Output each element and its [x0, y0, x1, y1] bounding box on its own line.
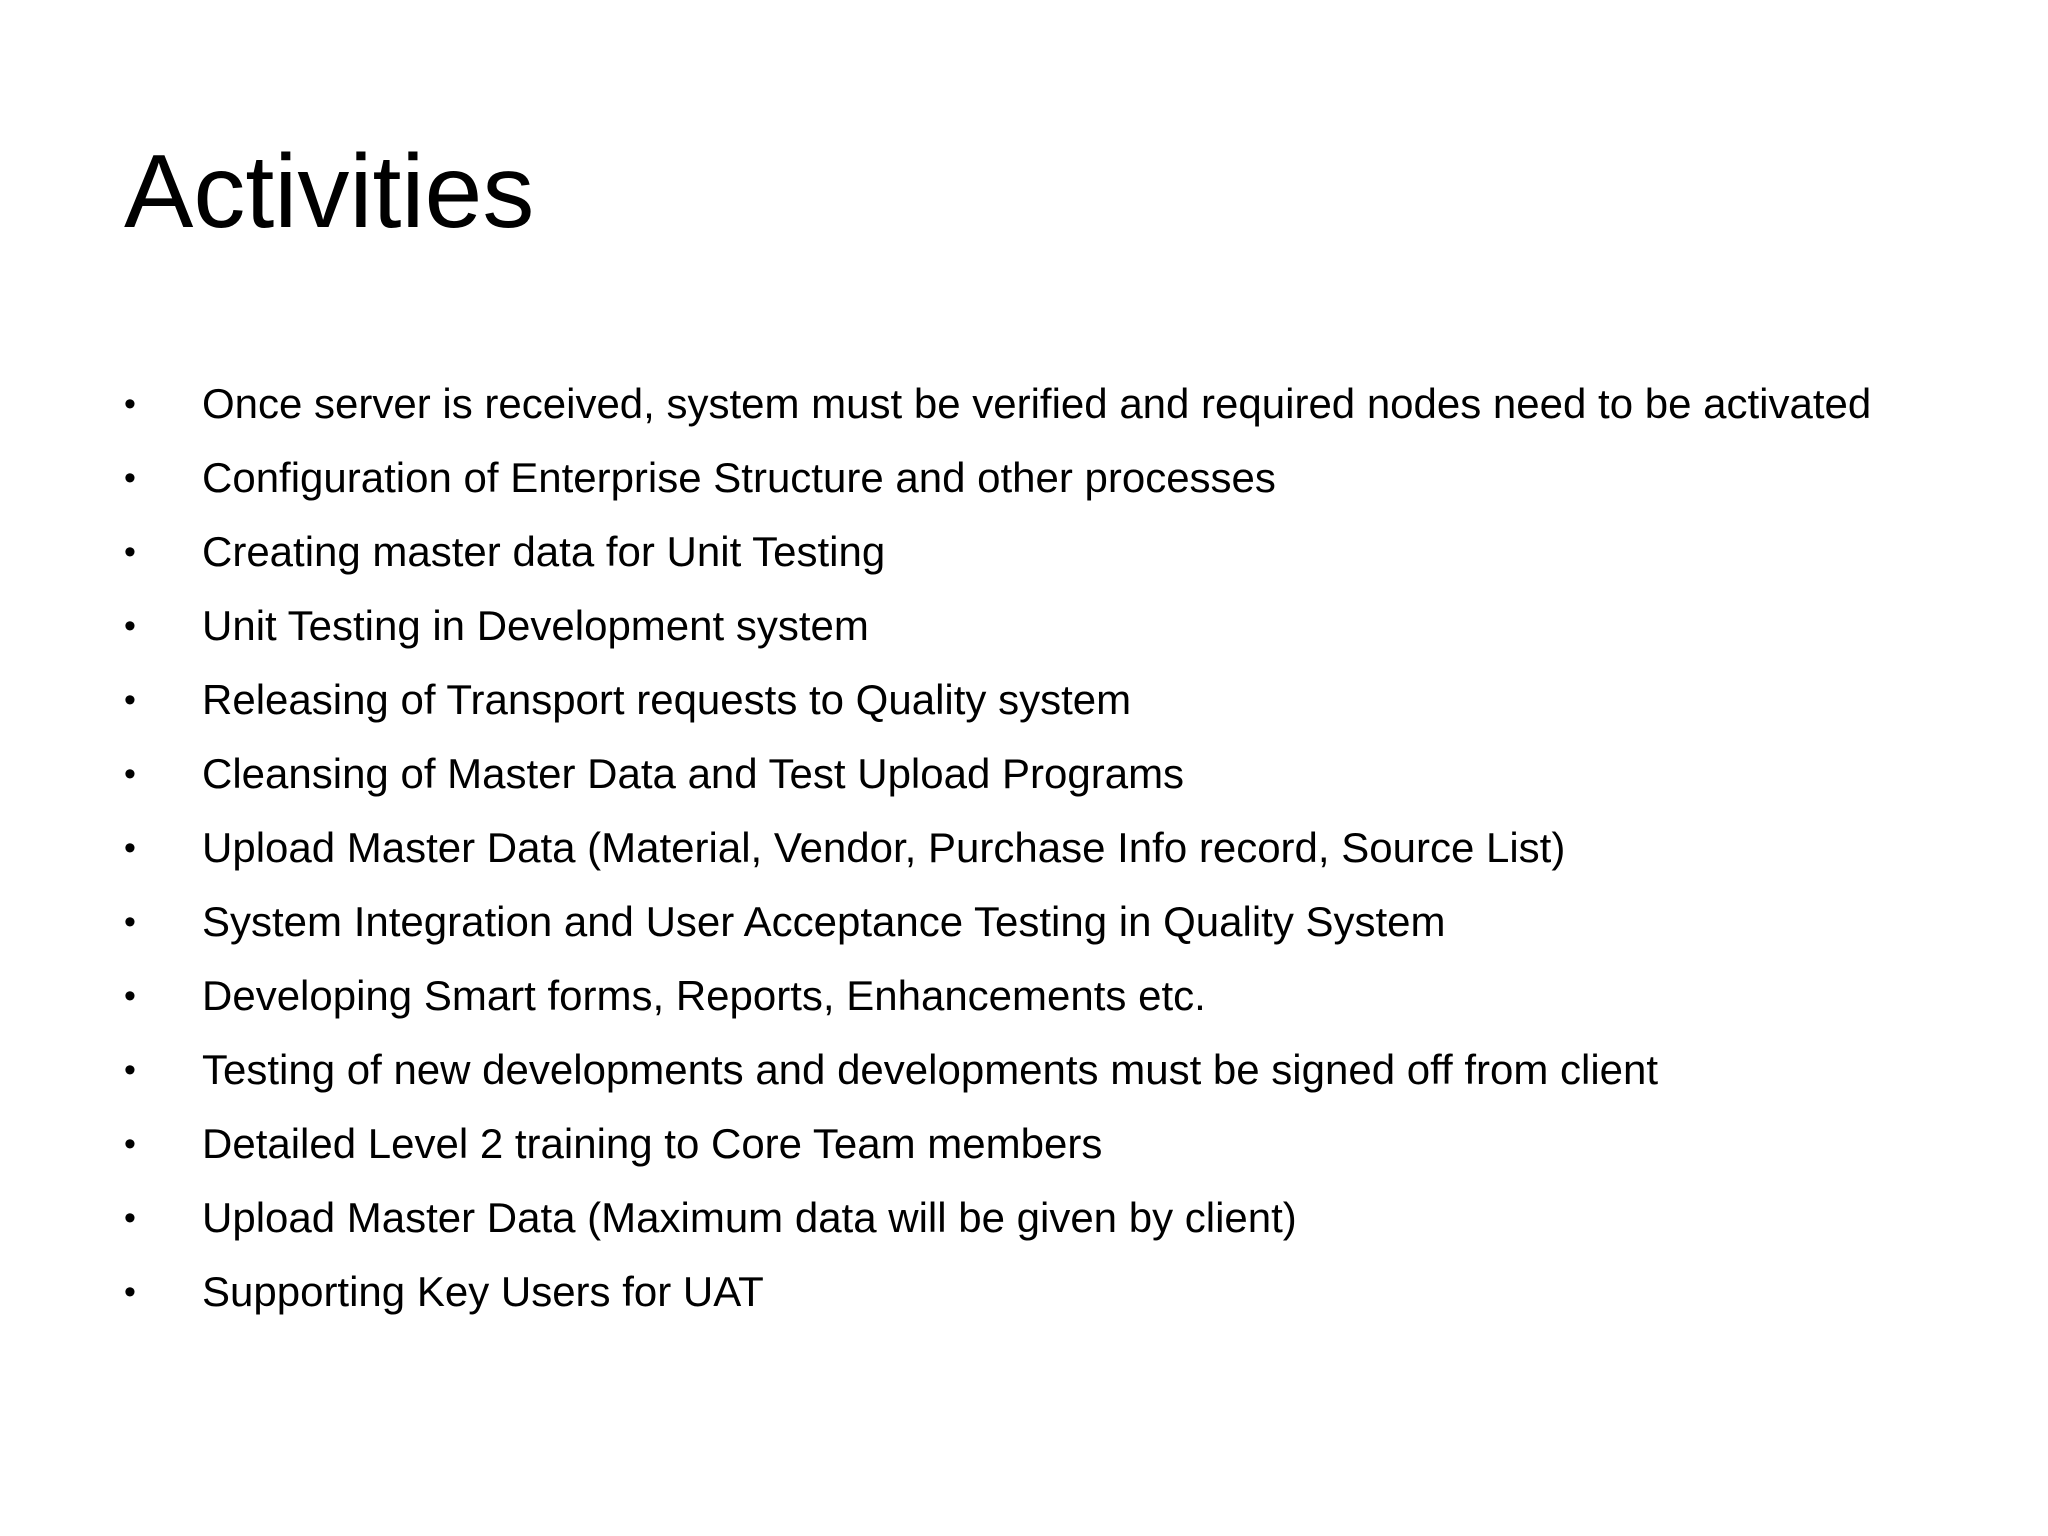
bullet-item	[124, 1187, 1944, 1249]
bullet-text: Testing of new developments and developments must be signed off from client	[202, 1046, 1659, 1093]
activities-bullet-list	[124, 373, 1944, 1335]
bullet-text: Creating master data for Unit Testing	[202, 528, 886, 575]
bullet-text: System Integration and User Acceptance Testing in Quality System	[202, 898, 1446, 945]
bullet-text: Supporting Key Users for UAT	[202, 1268, 764, 1315]
bullet-text: Upload Master Data (Material, Vendor, Purchase Info record, Source List)	[202, 824, 1566, 871]
bullet-text: Detailed Level 2 training to Core Team members	[202, 1120, 1103, 1167]
bullet-icon: •	[124, 1125, 136, 1163]
bullet-item	[124, 1113, 1944, 1175]
bullet-icon: •	[124, 607, 136, 645]
bullet-icon: •	[124, 829, 136, 867]
bullet-item	[124, 595, 1944, 657]
bullet-icon: •	[124, 755, 136, 793]
bullet-item	[124, 1261, 1944, 1323]
bullet-icon: •	[124, 385, 136, 423]
slide-title: Activities	[124, 134, 535, 250]
bullet-item	[124, 891, 1944, 953]
bullet-icon: •	[124, 1273, 136, 1311]
bullet-text: Unit Testing in Development system	[202, 602, 869, 649]
bullet-text: Releasing of Transport requests to Quality system	[202, 676, 1132, 723]
bullet-item	[124, 1039, 1944, 1101]
bullet-item	[124, 965, 1944, 1027]
bullet-item	[124, 373, 1944, 435]
bullet-text: Configuration of Enterprise Structure and other processes	[202, 454, 1276, 501]
bullet-item	[124, 743, 1944, 805]
bullet-icon: •	[124, 903, 136, 941]
bullet-icon: •	[124, 1199, 136, 1237]
bullet-text: Cleansing of Master Data and Test Upload Programs	[202, 750, 1185, 797]
bullet-text: Upload Master Data (Maximum data will be given by client)	[202, 1194, 1297, 1241]
bullet-item	[124, 521, 1944, 583]
bullet-item	[124, 447, 1944, 509]
bullet-item	[124, 669, 1944, 731]
bullet-text: Developing Smart forms, Reports, Enhancements etc.	[202, 972, 1206, 1019]
bullet-item	[124, 817, 1944, 879]
bullet-icon: •	[124, 977, 136, 1015]
bullet-icon: •	[124, 459, 136, 497]
bullet-icon: •	[124, 681, 136, 719]
bullet-text: Once server is received, system must be verified and required nodes need to be activated	[202, 380, 1872, 427]
bullet-icon: •	[124, 1051, 136, 1089]
bullet-icon: •	[124, 533, 136, 571]
